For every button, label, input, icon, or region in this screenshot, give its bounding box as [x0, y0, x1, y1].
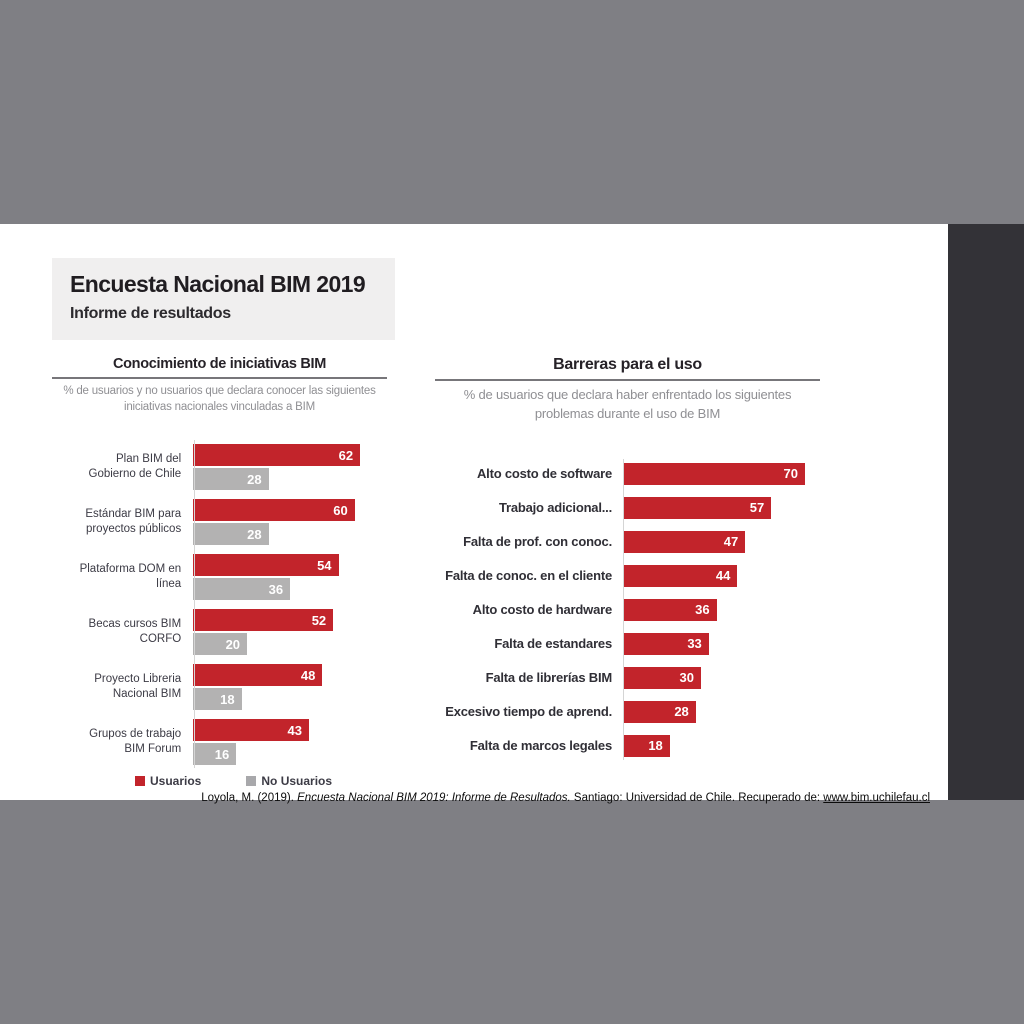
left-chart-row: [52, 499, 387, 545]
bar-track: [623, 565, 818, 587]
category-label: Alto costo de hardware: [472, 602, 612, 618]
bar-value: 62: [338, 447, 354, 463]
right-axis-line: [623, 459, 624, 760]
bar-track: [623, 667, 818, 689]
bar-usuarios: [193, 444, 360, 466]
bar-barrera: [623, 735, 670, 757]
category-label-line: Grupos de trabajo: [89, 727, 182, 740]
right-chart-row: [435, 497, 820, 519]
category-label: Falta de librerías BIM: [485, 670, 612, 686]
bar-track: [623, 633, 818, 655]
bar-pair: [193, 554, 387, 600]
bar-value: 28: [247, 526, 262, 542]
bar-barrera: [623, 463, 805, 485]
legend-item-usuarios: [135, 774, 201, 788]
bar-track: [623, 497, 818, 519]
category-label: Excesivo tiempo de aprend.: [445, 704, 612, 720]
category-label: [52, 507, 193, 537]
legend-swatch-icon: [135, 776, 145, 786]
citation-url-link[interactable]: www.bim.uchilefau.cl: [823, 791, 930, 804]
bar-pair: [193, 609, 387, 655]
category-label: Falta de conoc. en el cliente: [445, 568, 612, 584]
bar-value: 33: [687, 636, 702, 652]
right-chart-subtitle: % de usuarios que declara haber enfrentado los siguientes problemas durante el uso de BIM: [463, 387, 792, 421]
bar-value: 28: [247, 471, 262, 487]
bar-barrera: [623, 599, 717, 621]
category-label-line: Plan BIM del: [116, 452, 182, 465]
bar-usuarios: [193, 499, 354, 521]
citation: [201, 792, 930, 804]
right-chart-row: [435, 531, 820, 553]
right-chart-row: [435, 701, 820, 723]
bar-no-usuarios: [193, 688, 241, 710]
category-label-line: proyectos públicos: [85, 523, 182, 536]
category-label: Falta de estandares: [494, 636, 612, 652]
bar-value: 47: [723, 534, 739, 550]
bar-track: [623, 735, 818, 757]
right-chart-rule: [435, 379, 820, 381]
left-chart-plot-area: [52, 444, 387, 765]
category-label-line: Nacional BIM: [112, 688, 182, 701]
category-label: [52, 672, 193, 702]
bar-pair: [193, 664, 387, 710]
citation-prefix: Loyola, M. (2019).: [201, 791, 298, 804]
category-label-line: Gobierno de Chile: [88, 468, 182, 481]
right-chart-row: [435, 667, 820, 689]
bar-value: 20: [225, 636, 241, 652]
category-label-line: Becas cursos BIM: [88, 617, 182, 630]
bar-pair: [193, 444, 387, 490]
left-chart-row: [52, 664, 387, 710]
bar-barrera: [623, 701, 696, 723]
bar-no-usuarios: [193, 743, 236, 765]
category-label: Falta de marcos legales: [469, 738, 612, 754]
bar-value: 48: [300, 667, 316, 683]
category-label-line: CORFO: [139, 633, 182, 646]
legend-label: No Usuarios: [261, 774, 333, 789]
bar-barrera: [623, 531, 745, 553]
category-label: [52, 727, 193, 757]
bar-track: [623, 531, 818, 553]
bar-track: [623, 599, 818, 621]
chart-legend: [135, 774, 387, 788]
bar-no-usuarios: [193, 578, 290, 600]
bar-value: 28: [674, 704, 689, 720]
category-label: Trabajo adicional...: [498, 500, 612, 516]
bar-no-usuarios: [193, 468, 268, 490]
bar-no-usuarios: [193, 633, 247, 655]
legend-item-no-usuarios: [246, 774, 332, 788]
bar-no-usuarios: [193, 523, 268, 545]
right-chart-plot-area: [435, 463, 820, 757]
bar-usuarios: [193, 609, 333, 631]
right-chart-row: [435, 735, 820, 757]
slide-page: [0, 224, 948, 804]
bar-value: 43: [287, 722, 302, 738]
bar-value: 52: [311, 612, 327, 628]
category-label-line: Proyecto Libreria: [94, 672, 182, 685]
right-chart-row: [435, 633, 820, 655]
bar-value: 60: [333, 502, 348, 518]
left-chart-subtitle: % de usuarios y no usuarios que declara conocer las siguientes iniciativas nacionales vinculadas a BIM: [63, 385, 376, 413]
bar-value: 18: [648, 738, 663, 754]
right-chart-row: [435, 599, 820, 621]
left-chart-row: [52, 719, 387, 765]
category-label: Alto costo de software: [476, 466, 612, 482]
category-label-line: Estándar BIM para: [85, 507, 182, 520]
bar-track: [623, 463, 818, 485]
bar-value: 16: [214, 746, 230, 762]
legend-label: Usuarios: [150, 774, 202, 789]
category-label: [52, 562, 193, 592]
left-chart-rule: [52, 377, 387, 379]
left-chart-row: [52, 444, 387, 490]
report-subtitle: Informe de resultados: [70, 305, 231, 322]
bar-track: [623, 701, 818, 723]
bar-value: 54: [317, 557, 332, 573]
chart-barreras-uso: [435, 356, 820, 769]
bar-usuarios: [193, 719, 309, 741]
bar-barrera: [623, 633, 709, 655]
category-label-line: línea: [156, 578, 182, 591]
bar-pair: [193, 499, 387, 545]
citation-middle: Santiago: Universidad de Chile. Recuperado de:: [570, 791, 824, 804]
bar-value: 57: [749, 500, 765, 516]
bar-barrera: [623, 667, 701, 689]
bar-value: 30: [679, 670, 694, 686]
bar-value: 36: [268, 581, 284, 597]
chart-conocimiento-iniciativas: [52, 356, 387, 788]
right-chart-title: Barreras para el uso: [553, 356, 702, 373]
category-label-line: BIM Forum: [124, 743, 182, 756]
bar-barrera: [623, 497, 771, 519]
bar-value: 44: [715, 568, 731, 584]
bar-value: 18: [220, 691, 235, 707]
category-label: [52, 617, 193, 647]
viewer-side-panel: [948, 224, 1024, 800]
right-chart-row: [435, 565, 820, 587]
category-label: [52, 452, 193, 482]
bar-usuarios: [193, 554, 338, 576]
bar-barrera: [623, 565, 737, 587]
bar-usuarios: [193, 664, 322, 686]
left-axis-line: [194, 440, 195, 768]
bar-pair: [193, 719, 387, 765]
citation-work-title: Encuesta Nacional BIM 2019: Informe de Resultados.: [297, 791, 571, 804]
left-chart-title: Conocimiento de iniciativas BIM: [112, 356, 327, 372]
left-chart-row: [52, 609, 387, 655]
left-chart-row: [52, 554, 387, 600]
bar-value: 70: [783, 466, 798, 482]
bar-value: 36: [695, 602, 710, 618]
right-chart-row: [435, 463, 820, 485]
category-label-line: Plataforma DOM en: [79, 562, 182, 575]
legend-swatch-icon: [246, 776, 256, 786]
report-title: Encuesta Nacional BIM 2019: [70, 271, 366, 297]
category-label: Falta de prof. con conoc.: [463, 534, 612, 550]
report-title-box: [52, 258, 395, 340]
